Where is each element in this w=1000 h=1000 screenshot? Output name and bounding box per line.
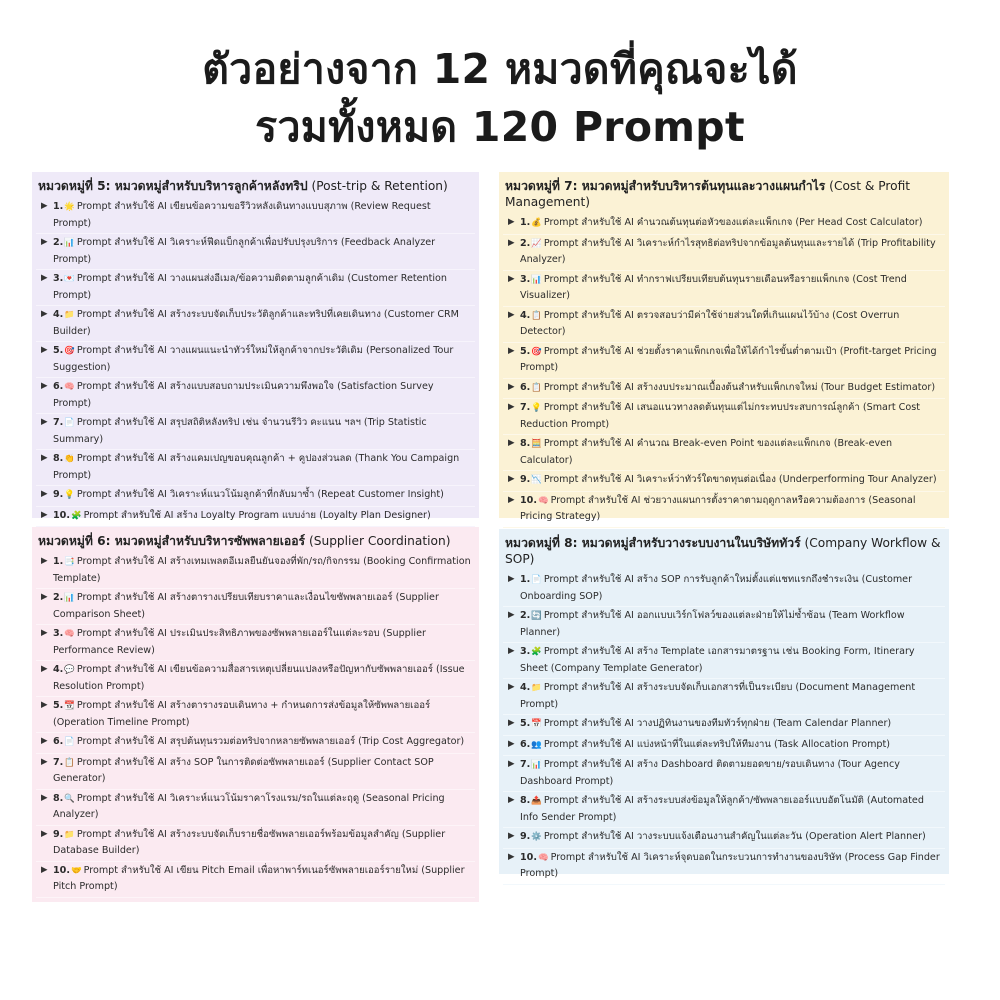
prompt-item[interactable] xyxy=(36,790,475,826)
prompt-number: 5. xyxy=(520,718,531,729)
prompt-number: 9. xyxy=(53,489,64,500)
prompt-text: Prompt สำหรับใช้ AI เขียนข้อความสื่อสารเหตุเปลี่ยนแปลงหรือปัญหากับซัพพลายเออร์ (Issue Resolution Prompt) xyxy=(53,664,465,692)
prompt-emoji-icon: 📈 xyxy=(531,238,542,249)
prompt-emoji-icon: 💰 xyxy=(531,218,542,228)
toggle-triangle-icon[interactable]: ▶ xyxy=(41,489,48,499)
prompt-number: 10. xyxy=(520,851,537,863)
prompt-number: 7. xyxy=(520,759,531,770)
prompt-text: Prompt สำหรับใช้ AI สร้างงบประมาณเบื้องต้นสำหรับแพ็กเกจใหม่ (Tour Budget Estimator) xyxy=(543,381,936,393)
prompt-number: 10. xyxy=(53,864,70,876)
prompt-text: Prompt สำหรับใช้ AI สร้างระบบจัดเก็บเอกสารที่เป็นระเบียบ (Document Management Prompt) xyxy=(520,682,916,710)
prompt-item[interactable] xyxy=(36,553,475,589)
prompt-text: Prompt สำหรับใช้ AI คำนวณ Break-even Point ของแต่ละแพ็กเกจ (Break-even Calculator) xyxy=(520,438,893,466)
prompt-text: Prompt สำหรับใช้ AI ช่วยวางแผนการตั้งราคาตามฤดูกาลหรือความต้องการ (Seasonal Pricing Strategy) xyxy=(520,494,916,522)
prompt-emoji-icon: 📄 xyxy=(64,418,75,428)
prompt-item[interactable] xyxy=(503,492,945,528)
category-5-title xyxy=(36,176,475,198)
toggle-triangle-icon[interactable]: ▶ xyxy=(508,237,515,248)
prompt-emoji-icon: 🌟 xyxy=(64,202,75,212)
prompt-text: Prompt สำหรับใช้ AI วิเคราะห์กำไรสุทธิต่อทริปจากข้อมูลต้นทุนและรายได้ (Trip Profitability Analyzer) xyxy=(520,237,936,265)
prompt-emoji-icon: 🧠 xyxy=(64,382,75,392)
prompt-number: 2. xyxy=(53,592,64,603)
prompt-item[interactable] xyxy=(36,862,475,898)
prompt-emoji-icon: 📁 xyxy=(531,683,542,693)
prompt-item[interactable] xyxy=(36,198,475,234)
prompt-item[interactable] xyxy=(36,661,475,697)
toggle-triangle-icon[interactable]: ▶ xyxy=(508,718,515,728)
prompt-number: 4. xyxy=(520,682,531,693)
prompt-text: Prompt สำหรับใช้ AI สร้าง Loyalty Program แบบง่าย (Loyalty Plan Designer) xyxy=(83,509,431,521)
prompt-text: Prompt สำหรับใช้ AI เสนอแนวทางลดต้นทุนแต่ไม่กระทบประสบการณ์ลูกค้า (Smart Cost Reduction Prompt) xyxy=(520,402,921,430)
prompt-emoji-icon: 📊 xyxy=(531,760,542,770)
prompt-number: 4. xyxy=(520,309,531,321)
toggle-triangle-icon[interactable]: ▶ xyxy=(508,646,515,656)
toggle-triangle-icon[interactable]: ▶ xyxy=(508,273,515,284)
prompt-text: Prompt สำหรับใช้ AI วิเคราะห์ว่าทัวร์ใดขาดทุนต่อเนื่อง (Underperforming Tour Analyzer) xyxy=(543,474,937,485)
toggle-triangle-icon[interactable]: ▶ xyxy=(508,851,515,862)
prompt-emoji-icon: 🔄 xyxy=(531,611,542,621)
toggle-triangle-icon[interactable]: ▶ xyxy=(41,237,48,247)
prompt-item[interactable] xyxy=(503,379,945,400)
category-6-panel xyxy=(32,527,479,902)
category-7-title-main: หมวดหมู่ที่ 7: หมวดหมู่สำหรับบริหารต้นทุนและวางแผนกำไร xyxy=(505,179,826,193)
category-6-title-main: หมวดหมู่ที่ 6: หมวดหมู่สำหรับบริหารซัพพลายเออร์ xyxy=(38,534,306,548)
prompt-emoji-icon: 📊 xyxy=(64,593,75,603)
prompt-item[interactable] xyxy=(503,607,945,643)
headline xyxy=(0,40,1000,156)
toggle-triangle-icon[interactable]: ▶ xyxy=(41,201,48,211)
prompt-item[interactable] xyxy=(36,414,475,450)
prompt-number: 6. xyxy=(520,738,531,750)
toggle-triangle-icon[interactable]: ▶ xyxy=(508,474,515,484)
toggle-triangle-icon[interactable]: ▶ xyxy=(41,864,48,875)
prompt-item[interactable] xyxy=(503,828,945,849)
prompt-number: 9. xyxy=(53,828,64,840)
category-5-title-main: หมวดหมู่ที่ 5: หมวดหมู่สำหรับบริหารลูกค้าหลังทริป xyxy=(38,179,308,193)
prompt-text: Prompt สำหรับใช้ AI สร้าง Dashboard ติดตามยอดขาย/รอบเดินทาง (Tour Agency Dashboard Prompt) xyxy=(520,759,900,787)
prompt-item[interactable] xyxy=(36,733,475,754)
prompt-text: Prompt สำหรับใช้ AI ประเมินประสิทธิภาพของซัพพลายเออร์ในแต่ละรอบ (Supplier Performance Review) xyxy=(53,628,426,656)
toggle-triangle-icon[interactable]: ▶ xyxy=(508,494,515,505)
prompt-text: Prompt สำหรับใช้ AI วางแผนแนะนำทัวร์ใหม่ให้ลูกค้าจากประวัติเดิม (Personalized Tour Suggestion) xyxy=(53,345,454,373)
prompt-text: Prompt สำหรับใช้ AI ทำกราฟเปรียบเทียบต้นทุนรายเดือนหรือรายแพ็กเกจ (Cost Trend Visualizer) xyxy=(520,273,907,301)
prompt-number: 7. xyxy=(53,417,64,428)
prompt-number: 4. xyxy=(53,309,64,320)
prompt-text: Prompt สำหรับใช้ AI วางปฏิทินงานของทีมทัวร์ทุกฝ่าย (Team Calendar Planner) xyxy=(543,718,892,729)
toggle-triangle-icon[interactable]: ▶ xyxy=(508,738,515,749)
prompt-item[interactable] xyxy=(36,507,475,528)
prompt-emoji-icon: 📑 xyxy=(64,557,75,567)
prompt-emoji-icon: 🤝 xyxy=(71,865,82,876)
prompt-emoji-icon: 👏 xyxy=(64,454,75,464)
prompt-item[interactable] xyxy=(503,399,945,435)
prompt-emoji-icon: 🧩 xyxy=(71,510,82,521)
prompt-emoji-icon: 📄 xyxy=(531,575,542,585)
toggle-triangle-icon[interactable]: ▶ xyxy=(41,345,48,355)
prompt-number: 1. xyxy=(520,574,531,585)
toggle-triangle-icon[interactable]: ▶ xyxy=(41,309,48,319)
prompt-text: Prompt สำหรับใช้ AI สร้างระบบจัดเก็บรายชื่อซัพพลายเออร์พร้อมข้อมูลสำคัญ (Supplier Database Builder) xyxy=(53,828,446,856)
toggle-triangle-icon[interactable]: ▶ xyxy=(41,792,48,803)
prompt-number: 3. xyxy=(53,273,64,284)
prompt-emoji-icon: 📊 xyxy=(531,274,542,285)
prompt-number: 3. xyxy=(520,646,531,657)
prompt-number: 1. xyxy=(520,217,531,228)
prompt-emoji-icon: 🎯 xyxy=(531,346,542,357)
prompt-text: Prompt สำหรับใช้ AI ตรวจสอบว่ามีค่าใช้จ่ายส่วนใดที่เกินแผนไว้บ้าง (Cost Overrun Detector) xyxy=(520,309,900,337)
prompt-item[interactable] xyxy=(36,826,475,862)
prompt-item[interactable] xyxy=(503,235,945,271)
toggle-triangle-icon[interactable]: ▶ xyxy=(508,831,515,841)
prompt-number: 1. xyxy=(53,556,64,567)
toggle-triangle-icon[interactable]: ▶ xyxy=(41,736,48,746)
headline-line-2: รวมทั้งหมด 120 Prompt xyxy=(255,103,745,151)
toggle-triangle-icon[interactable]: ▶ xyxy=(508,402,515,412)
prompt-text: Prompt สำหรับใช้ AI สร้าง SOP การรับลูกค้าใหม่ตั้งแต่แชทแรกถึงชำระเงิน (Customer Onboarding SOP) xyxy=(520,574,913,602)
prompt-item[interactable] xyxy=(36,378,475,414)
prompt-text: Prompt สำหรับใช้ AI วางแผนส่งอีเมล/ข้อความติดตามลูกค้าเดิม (Customer Retention Prompt) xyxy=(53,273,447,301)
toggle-triangle-icon[interactable]: ▶ xyxy=(41,381,48,391)
toggle-triangle-icon[interactable]: ▶ xyxy=(41,592,48,602)
prompt-emoji-icon: 📅 xyxy=(531,719,542,729)
prompt-emoji-icon: 🧠 xyxy=(538,495,549,506)
prompt-number: 3. xyxy=(53,628,64,639)
prompt-item[interactable] xyxy=(503,849,945,885)
prompt-number: 5. xyxy=(520,345,531,357)
prompt-text: Prompt สำหรับใช้ AI สร้างแคมเปญขอบคุณลูกค้า + คูปองส่วนลด (Thank You Campaign Prompt) xyxy=(53,453,460,481)
category-6-title-english: (Supplier Coordination) xyxy=(305,534,451,548)
prompt-emoji-icon: 📁 xyxy=(64,310,75,320)
prompt-item[interactable] xyxy=(503,756,945,792)
toggle-triangle-icon[interactable]: ▶ xyxy=(41,756,48,767)
prompt-number: 8. xyxy=(53,792,64,804)
headline-line-1: ตัวอย่างจาก 12 หมวดที่คุณจะได้ xyxy=(202,45,798,93)
toggle-triangle-icon[interactable]: ▶ xyxy=(41,509,48,520)
prompt-emoji-icon: 📤 xyxy=(531,796,542,806)
prompt-emoji-icon: 💡 xyxy=(64,490,75,500)
prompt-item[interactable] xyxy=(36,589,475,625)
prompt-item[interactable] xyxy=(503,792,945,828)
prompt-number: 6. xyxy=(53,736,64,747)
prompt-text: Prompt สำหรับใช้ AI แบ่งหน้าที่ในแต่ละทริปให้ทีมงาน (Task Allocation Prompt) xyxy=(543,738,891,750)
toggle-triangle-icon[interactable]: ▶ xyxy=(508,759,515,769)
prompt-item[interactable] xyxy=(36,754,475,790)
prompt-item[interactable] xyxy=(503,471,945,492)
category-7-prompt-list xyxy=(503,214,945,528)
prompt-text: Prompt สำหรับใช้ AI สร้างระบบจัดเก็บประวัติลูกค้าและทริปที่เคยเดินทาง (Customer CRM Builder) xyxy=(53,309,459,337)
prompt-text: Prompt สำหรับใช้ AI คำนวณต้นทุนต่อหัวของแต่ละแพ็กเกจ (Per Head Cost Calculator) xyxy=(543,217,923,228)
prompt-item[interactable] xyxy=(36,697,475,733)
category-7-title-english: (Cost & Profit Management) xyxy=(505,179,911,209)
prompt-number: 9. xyxy=(520,831,531,842)
prompt-text: Prompt สำหรับใช้ AI สร้าง Template เอกสารมาตรฐาน เช่น Booking Form, Itinerary Sheet (Company Template Generator) xyxy=(520,646,915,674)
prompt-item[interactable] xyxy=(503,736,945,757)
prompt-text: Prompt สำหรับใช้ AI เขียน Pitch Email เพื่อหาพาร์ทเนอร์ซัพพลายเออร์รายใหม่ (Supplier Pitch Prompt) xyxy=(53,864,465,892)
category-8-panel xyxy=(499,529,949,879)
toggle-triangle-icon[interactable]: ▶ xyxy=(508,438,515,448)
prompt-text: Prompt สำหรับใช้ AI สร้างระบบส่งข้อมูลให้ลูกค้า/ซัพพลายเออร์แบบอัตโนมัติ (Automated Info Sender Prompt) xyxy=(520,795,924,823)
category-8-title xyxy=(503,533,945,571)
toggle-triangle-icon[interactable]: ▶ xyxy=(508,682,515,692)
prompt-number: 2. xyxy=(520,610,531,621)
category-6-title xyxy=(36,531,475,553)
prompt-text: Prompt สำหรับใช้ AI สร้างแบบสอบถามประเมินความพึงพอใจ (Satisfaction Survey Prompt) xyxy=(53,381,434,409)
toggle-triangle-icon[interactable]: ▶ xyxy=(41,628,48,638)
prompt-item[interactable] xyxy=(503,679,945,715)
toggle-triangle-icon[interactable]: ▶ xyxy=(508,381,515,392)
prompt-emoji-icon: 📋 xyxy=(531,382,542,393)
prompt-text: Prompt สำหรับใช้ AI วิเคราะห์แนวโน้มลูกค้าที่กลับมาซ้ำ (Repeat Customer Insight) xyxy=(76,489,444,500)
prompt-item[interactable] xyxy=(36,450,475,486)
prompt-number: 5. xyxy=(53,345,64,356)
prompt-number: 10. xyxy=(520,494,537,506)
prompt-emoji-icon: 💬 xyxy=(64,665,75,675)
toggle-triangle-icon[interactable]: ▶ xyxy=(41,828,48,839)
prompt-number: 10. xyxy=(53,509,70,521)
prompt-text: Prompt สำหรับใช้ AI วิเคราะห์จุดบอดในกระบวนการทำงานของบริษัท (Process Gap Finder Prompt) xyxy=(520,851,940,879)
toggle-triangle-icon[interactable]: ▶ xyxy=(41,700,48,710)
prompt-emoji-icon: 🧩 xyxy=(531,647,542,657)
prompt-item[interactable] xyxy=(503,271,945,307)
prompt-number: 3. xyxy=(520,273,531,285)
prompt-emoji-icon: 📊 xyxy=(64,238,75,248)
prompt-text: Prompt สำหรับใช้ AI วางระบบแจ้งเตือนงานสำคัญในแต่ละวัน (Operation Alert Planner) xyxy=(543,831,926,842)
category-8-prompt-list xyxy=(503,571,945,885)
category-5-prompt-list xyxy=(36,198,475,527)
prompt-item[interactable] xyxy=(503,643,945,679)
category-5-panel xyxy=(32,172,479,521)
prompt-emoji-icon: 🧠 xyxy=(538,852,549,863)
prompt-emoji-icon: 👥 xyxy=(531,739,542,750)
prompt-emoji-icon: 💡 xyxy=(531,403,542,413)
prompt-item[interactable] xyxy=(36,342,475,378)
prompt-text: Prompt สำหรับใช้ AI วิเคราะห์แนวโน้มราคาโรงแรม/รถในแต่ละฤดู (Seasonal Pricing Analyzer) xyxy=(53,792,445,820)
prompt-item[interactable] xyxy=(503,343,945,379)
toggle-triangle-icon[interactable]: ▶ xyxy=(508,217,515,227)
toggle-triangle-icon[interactable]: ▶ xyxy=(508,345,515,356)
prompt-item[interactable] xyxy=(36,486,475,507)
category-7-title xyxy=(503,176,945,214)
prompt-item[interactable] xyxy=(503,307,945,343)
prompt-number: 1. xyxy=(53,201,64,212)
prompt-text: Prompt สำหรับใช้ AI สร้างตารางเปรียบเทียบราคาและเงื่อนไขซัพพลายเออร์ (Supplier Comparison Sheet) xyxy=(53,592,439,620)
prompt-number: 2. xyxy=(520,237,531,249)
prompt-number: 8. xyxy=(53,453,64,464)
prompt-item[interactable] xyxy=(503,214,945,235)
prompt-number: 6. xyxy=(53,381,64,392)
prompt-text: Prompt สำหรับใช้ AI เขียนข้อความขอรีวิวหลังเดินทางแบบสุภาพ (Review Request Prompt) xyxy=(53,201,431,229)
toggle-triangle-icon[interactable]: ▶ xyxy=(41,664,48,674)
prompt-item[interactable] xyxy=(36,234,475,270)
prompt-emoji-icon: 📆 xyxy=(64,701,75,711)
prompt-text: Prompt สำหรับใช้ AI สร้างเทมเพลตอีเมลยืนยันจองที่พัก/รถ/กิจกรรม (Booking Confirmation Template) xyxy=(53,556,471,584)
toggle-triangle-icon[interactable]: ▶ xyxy=(508,610,515,620)
prompt-number: 7. xyxy=(520,402,531,413)
prompt-text: Prompt สำหรับใช้ AI ช่วยตั้งราคาแพ็กเกจเพื่อให้ได้กำไรขั้นต่ำตามเป้า (Profit-target Pricing Prompt) xyxy=(520,345,937,373)
prompt-emoji-icon: 📉 xyxy=(531,475,542,485)
prompt-emoji-icon: 📋 xyxy=(531,310,542,321)
prompt-number: 7. xyxy=(53,756,64,768)
category-5-title-english: (Post-trip & Retention) xyxy=(307,179,448,193)
prompt-emoji-icon: 🔍 xyxy=(64,793,75,804)
prompt-item[interactable] xyxy=(503,715,945,736)
toggle-triangle-icon[interactable]: ▶ xyxy=(508,574,515,584)
category-8-title-main: หมวดหมู่ที่ 8: หมวดหมู่สำหรับวางระบบงานในบริษัททัวร์ xyxy=(505,536,801,550)
prompt-number: 8. xyxy=(520,795,531,806)
prompt-emoji-icon: 📋 xyxy=(64,757,75,768)
prompt-number: 6. xyxy=(520,381,531,393)
toggle-triangle-icon[interactable]: ▶ xyxy=(41,556,48,566)
prompt-item[interactable] xyxy=(36,306,475,342)
prompt-emoji-icon: 📁 xyxy=(64,829,75,840)
category-8-title-english: (Company Workflow & SOP) xyxy=(505,536,941,566)
prompt-number: 4. xyxy=(53,664,64,675)
prompt-emoji-icon: 📄 xyxy=(64,737,75,747)
prompt-emoji-icon: ⚙️ xyxy=(531,832,542,842)
category-6-prompt-list xyxy=(36,553,475,898)
prompt-item[interactable] xyxy=(503,571,945,607)
prompt-item[interactable] xyxy=(36,625,475,661)
prompt-number: 8. xyxy=(520,438,531,449)
toggle-triangle-icon[interactable]: ▶ xyxy=(508,309,515,320)
toggle-triangle-icon[interactable]: ▶ xyxy=(41,273,48,283)
prompt-emoji-icon: 💌 xyxy=(64,274,75,284)
toggle-triangle-icon[interactable]: ▶ xyxy=(41,417,48,427)
prompt-item[interactable] xyxy=(503,435,945,471)
prompt-text: Prompt สำหรับใช้ AI สร้างตารางรอบเดินทาง + กำหนดการส่งข้อมูลให้ซัพพลายเออร์ (Operation Timeline Prompt) xyxy=(53,700,431,728)
prompt-text: Prompt สำหรับใช้ AI วิเคราะห์ฟีดแบ็กลูกค้าเพื่อปรับปรุงบริการ (Feedback Analyzer Prompt) xyxy=(53,237,436,265)
prompt-text: Prompt สำหรับใช้ AI สรุปสถิติหลังทริป เช่น จำนวนรีวิว คะแนน ฯลฯ (Trip Statistic Summary) xyxy=(53,417,427,445)
prompt-emoji-icon: 🧠 xyxy=(64,629,75,639)
prompt-number: 5. xyxy=(53,700,64,711)
prompt-number: 2. xyxy=(53,237,64,248)
prompt-text: Prompt สำหรับใช้ AI สร้าง SOP ในการติดต่อซัพพลายเออร์ (Supplier Contact SOP Generator) xyxy=(53,756,434,784)
prompt-number: 9. xyxy=(520,474,531,485)
category-7-panel xyxy=(499,172,949,522)
toggle-triangle-icon[interactable]: ▶ xyxy=(41,453,48,463)
prompt-text: Prompt สำหรับใช้ AI ออกแบบเวิร์กโฟลว์ของแต่ละฝ่ายให้ไม่ซ้ำซ้อน (Team Workflow Planner) xyxy=(520,610,905,638)
prompt-emoji-icon: 🧮 xyxy=(531,439,542,449)
prompt-emoji-icon: 🎯 xyxy=(64,346,75,356)
prompt-text: Prompt สำหรับใช้ AI สรุปต้นทุนรวมต่อทริปจากหลายซัพพลายเออร์ (Trip Cost Aggregator) xyxy=(76,736,465,747)
prompt-item[interactable] xyxy=(36,270,475,306)
toggle-triangle-icon[interactable]: ▶ xyxy=(508,795,515,805)
